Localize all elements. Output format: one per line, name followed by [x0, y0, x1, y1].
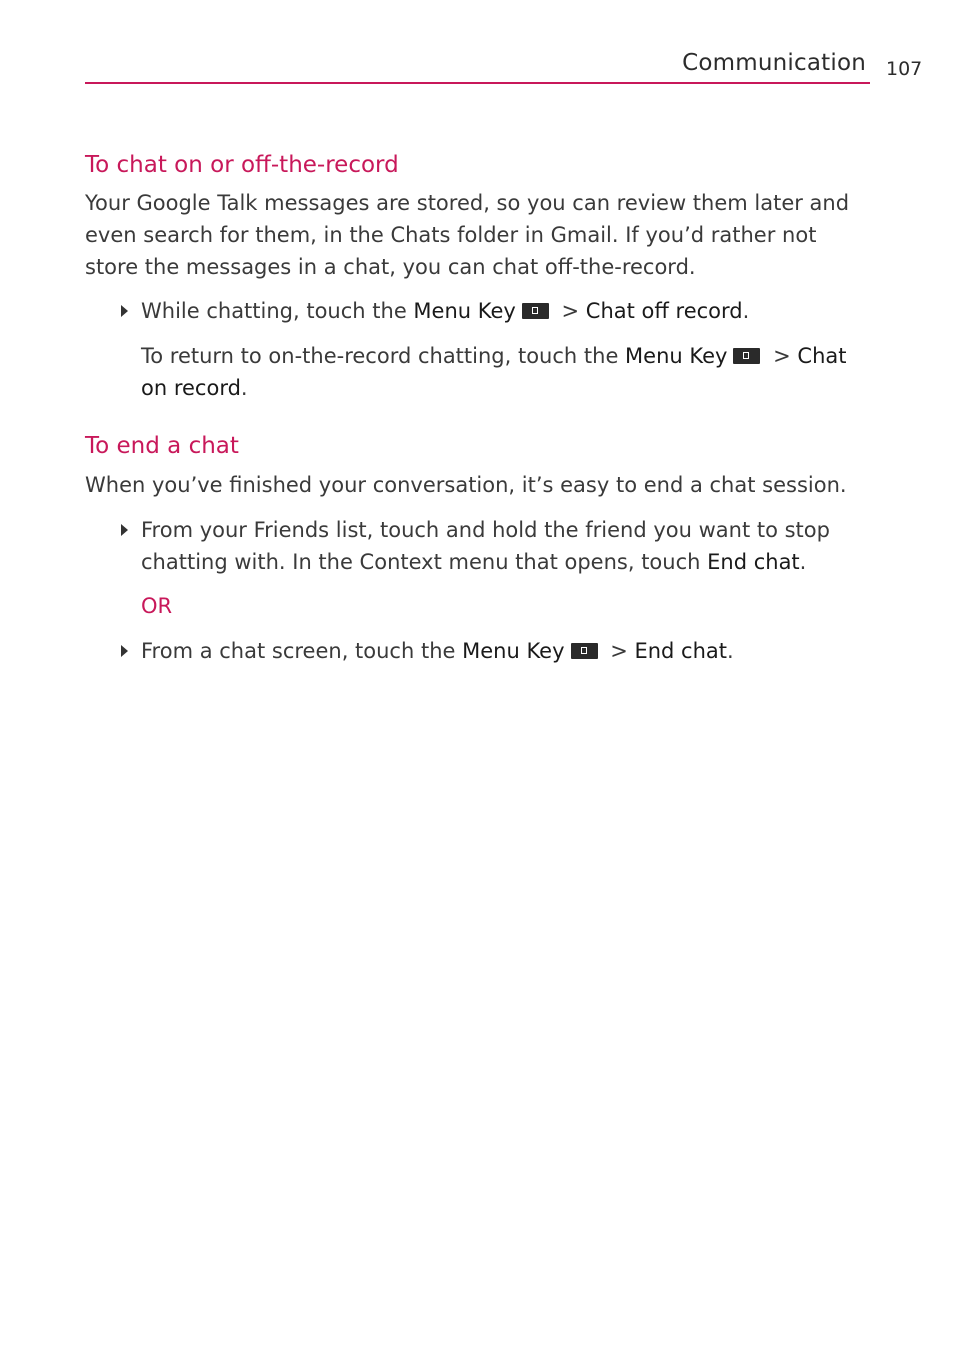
section-heading-off-record: To chat on or off-the-record — [85, 152, 399, 178]
menu-key-icon — [733, 348, 760, 364]
bullet-end-chat-screen — [85, 635, 865, 667]
separator: > — [554, 299, 586, 323]
bullet-text-prefix: From a chat screen, touch the — [141, 639, 463, 663]
menu-key-icon — [522, 303, 549, 319]
bullet-text-prefix: While chatting, touch the — [141, 299, 414, 323]
triangle-right-icon — [121, 524, 128, 536]
separator: > — [603, 639, 635, 663]
menu-key-label: Menu Key — [625, 344, 728, 368]
triangle-right-icon — [121, 645, 128, 657]
bullet-chat-off-record — [85, 295, 865, 327]
bullet-text-prefix: From your Friends list, touch and hold the friend you want to stop chatting with. In the Context menu that opens, touch — [141, 518, 830, 574]
section-intro-end-chat: When you’ve finished your conversation, it’s easy to end a chat session. — [85, 473, 847, 497]
section-heading-end-chat: To end a chat — [85, 433, 239, 459]
or-label: OR — [141, 594, 173, 618]
menu-key-label: Menu Key — [462, 639, 565, 663]
note-suffix: . — [240, 376, 248, 400]
end-chat-label: End chat — [634, 639, 728, 663]
triangle-right-icon — [121, 305, 128, 317]
bullet-suffix: . — [727, 639, 734, 663]
page-header — [85, 48, 870, 84]
chat-off-record-label: Chat off record — [585, 299, 743, 323]
menu-key-label: Menu Key — [413, 299, 516, 323]
bullet-suffix: . — [742, 299, 750, 323]
header-title: Communication — [682, 50, 866, 76]
end-chat-label: End chat — [707, 550, 800, 574]
chat-on-record-label: Chat on record — [141, 344, 847, 400]
note-chat-on-record — [85, 340, 865, 404]
section-intro-off-record: Your Google Talk messages are stored, so you can review them later and even search for them, in the Chats folder in Gmail. If you’d rather not store the messages in a chat, you can chat off-the-record. — [85, 191, 850, 279]
page-content — [85, 147, 865, 667]
separator: > — [766, 344, 798, 368]
bullet-suffix: . — [799, 550, 807, 574]
bullet-end-chat-friends — [85, 514, 865, 578]
menu-key-icon — [571, 643, 598, 659]
page-number: 107 — [886, 58, 923, 80]
note-text-prefix: To return to on-the-record chatting, touch the — [141, 344, 626, 368]
